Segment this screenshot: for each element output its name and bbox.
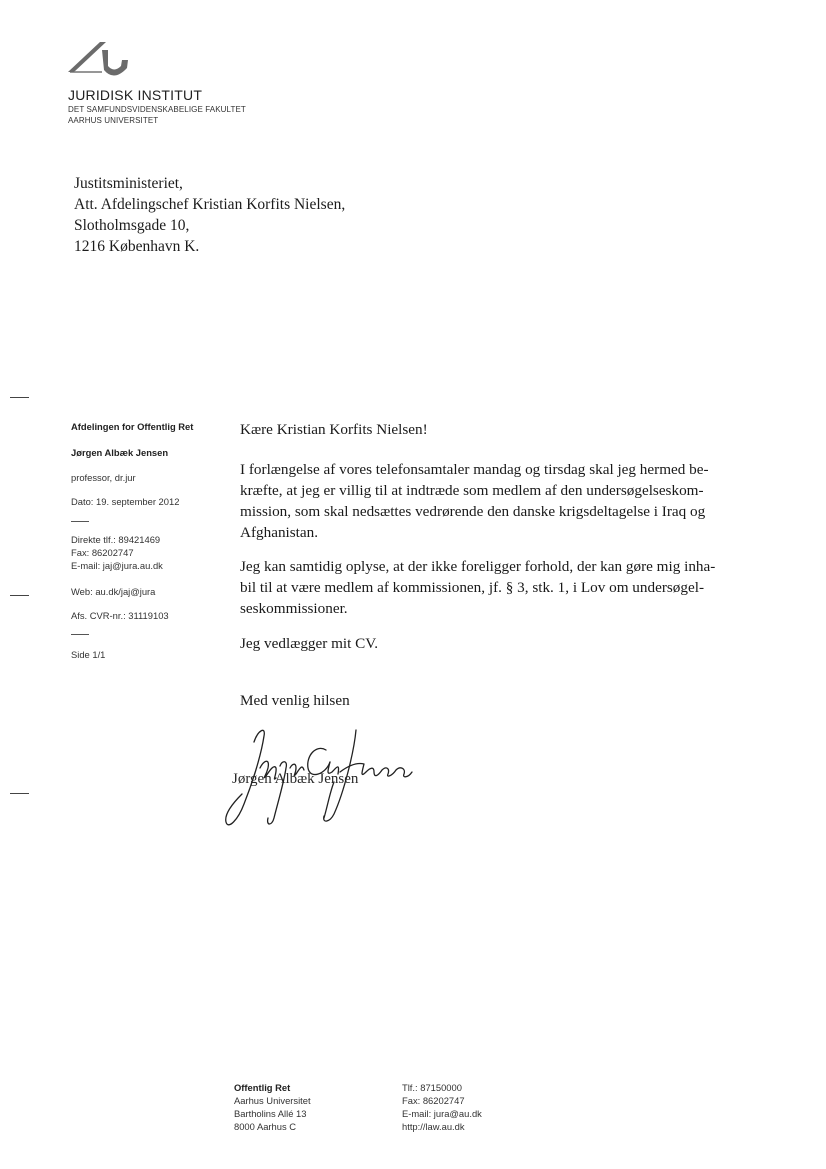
- letter-paragraph-1: [240, 459, 745, 543]
- footer-line: E-mail: jura@au.dk: [402, 1108, 482, 1119]
- paragraph-line: Afghanistan.: [240, 524, 319, 541]
- sidebar-divider: [71, 634, 89, 635]
- handwritten-signature-icon: [214, 722, 424, 832]
- recipient-address: [74, 173, 345, 257]
- footer-title: Offentlig Ret: [234, 1082, 291, 1093]
- sidebar-sender-title: professor, dr.jur: [71, 472, 136, 483]
- sidebar-direct-phone: Direkte tlf.: 89421469: [71, 534, 161, 545]
- paragraph-line: mission, som skal nedsættes vedrørende den danske krigsdeltagelse i Iraq og: [240, 503, 706, 520]
- footer-line: Tlf.: 87150000: [402, 1082, 462, 1093]
- paragraph-line: kræfte, at jeg er villig til at indtræde som medlem af den undersøgelseskom-: [240, 482, 704, 499]
- footer-contact: [402, 1081, 482, 1133]
- paragraph-line: seskommissioner.: [240, 600, 348, 617]
- sidebar-email: E-mail: jaj@jura.au.dk: [71, 560, 163, 571]
- letter-paragraph-2: [240, 556, 745, 619]
- footer-line: 8000 Aarhus C: [234, 1121, 297, 1132]
- signed-name: Jørgen Albæk Jensen: [232, 771, 359, 787]
- sidebar-cvr: Afs. CVR-nr.: 31119103: [71, 610, 169, 621]
- footer-line: http://law.au.dk: [402, 1121, 465, 1132]
- footer-line: Fax: 86202747: [402, 1095, 465, 1106]
- fold-mark: [10, 397, 29, 398]
- aarhus-university-logo-icon: [66, 38, 142, 80]
- recipient-line: Justitsministeriet,: [74, 175, 183, 192]
- paragraph-line: Jeg kan samtidig oplyse, at der ikke foreligger forhold, der kan gøre mig inha-: [240, 558, 716, 575]
- recipient-line: 1216 København K.: [74, 238, 200, 255]
- recipient-line: Slotholmsgade 10,: [74, 217, 190, 234]
- paragraph-line: I forlængelse af vores telefonsamtaler mandag og tirsdag skal jeg hermed be-: [240, 461, 709, 478]
- recipient-line: Att. Afdelingschef Kristian Korfits Nielsen,: [74, 196, 346, 213]
- footer-line: Bartholins Allé 13: [234, 1108, 307, 1119]
- sidebar-page-number: Side 1/1: [71, 649, 106, 660]
- letter-salutation: Kære Kristian Korfits Nielsen!: [240, 421, 428, 438]
- sidebar-divider: [71, 521, 89, 522]
- sidebar-date: Dato: 19. september 2012: [71, 496, 180, 507]
- faculty-name: DET SAMFUNDSVIDENSKABELIGE FAKULTET: [68, 105, 246, 114]
- letter-paragraph-3: Jeg vedlægger mit CV.: [240, 635, 379, 652]
- letter-closing: Med venlig hilsen: [240, 692, 350, 709]
- sidebar-department: Afdelingen for Offentlig Ret: [71, 421, 194, 432]
- sidebar-web: Web: au.dk/jaj@jura: [71, 586, 156, 597]
- footer-address: [234, 1081, 311, 1133]
- footer-line: Aarhus Universitet: [234, 1095, 311, 1106]
- fold-mark: [10, 793, 29, 794]
- sidebar-fax: Fax: 86202747: [71, 547, 134, 558]
- paragraph-line: bil til at være medlem af kommissionen, jf. § 3, stk. 1, i Lov om undersøgel-: [240, 579, 704, 596]
- fold-mark: [10, 595, 29, 596]
- sidebar-sender-name: Jørgen Albæk Jensen: [71, 447, 169, 458]
- institute-name: JURIDISK INSTITUT: [68, 87, 203, 103]
- university-name: AARHUS UNIVERSITET: [68, 116, 159, 125]
